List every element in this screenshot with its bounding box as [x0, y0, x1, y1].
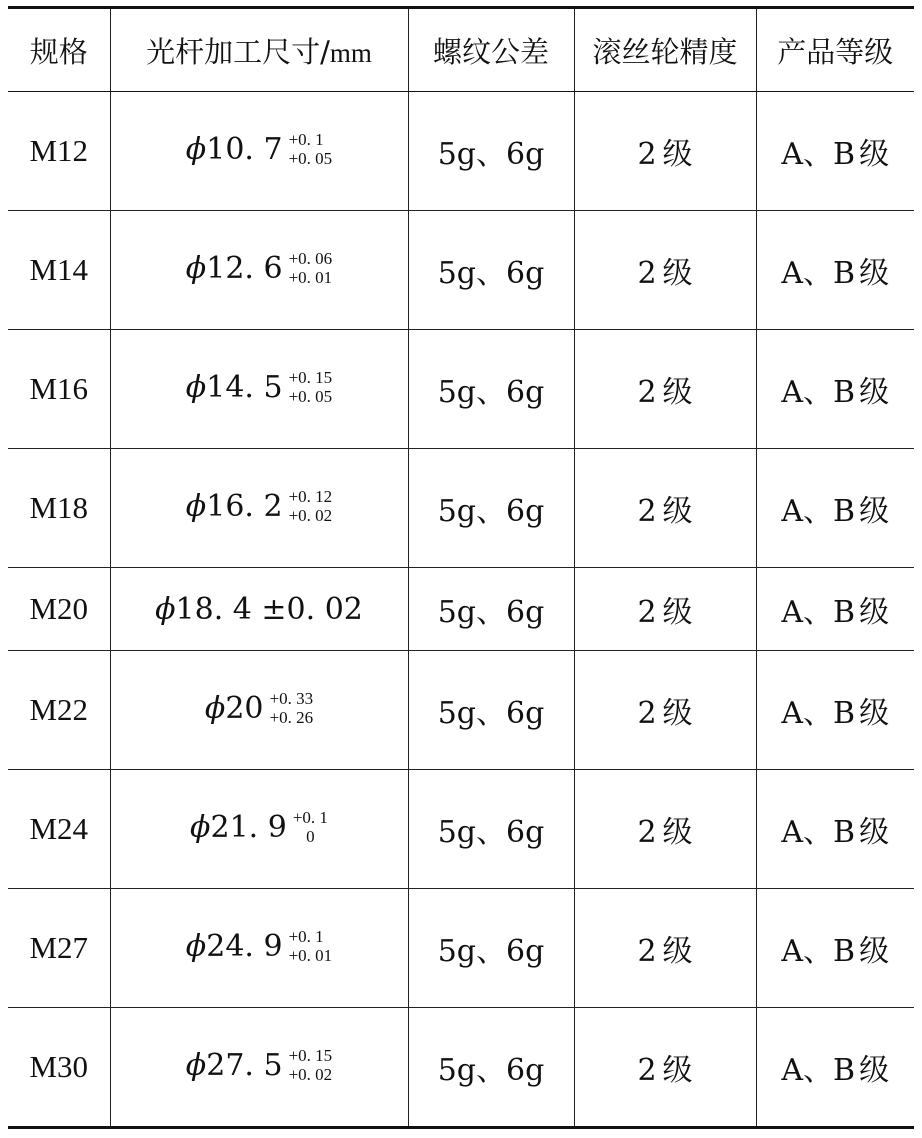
- thread-rolling-spec-table: [8, 6, 914, 1129]
- tolerance-stack: [289, 130, 333, 168]
- lower-deviation: +0. 26: [269, 708, 314, 727]
- grade-letters: A、B: [781, 375, 856, 410]
- phi-symbol: ϕ: [185, 251, 207, 286]
- cell-roller-precision: [574, 568, 756, 651]
- cell-thread-tolerance: 5g、6g: [408, 889, 574, 1008]
- precision-number: 2: [637, 595, 657, 630]
- cell-roller-precision: [574, 1008, 756, 1128]
- precision-unit: 级: [662, 375, 693, 410]
- table-row: [8, 770, 914, 889]
- grade-letters: A、B: [781, 815, 856, 850]
- tolerance-stack: [289, 487, 333, 525]
- cell-product-grade: [756, 770, 914, 889]
- cell-rod-size: [110, 1008, 408, 1128]
- base-diameter: 18. 4 ±0. 02: [175, 591, 363, 627]
- base-diameter: 16. 2: [206, 489, 283, 524]
- cell-spec: M30: [8, 1008, 110, 1128]
- header-thread-tolerance: 螺纹公差: [408, 8, 574, 92]
- phi-symbol: ϕ: [204, 691, 226, 726]
- precision-number: 2: [637, 934, 657, 969]
- grade-letters: A、B: [781, 595, 856, 630]
- precision-number: 2: [637, 256, 657, 291]
- cell-spec: M27: [8, 889, 110, 1008]
- upper-deviation: +0. 15: [288, 368, 333, 387]
- tolerance-stack: [289, 1046, 333, 1084]
- base-diameter: 10. 7: [206, 132, 283, 167]
- cell-rod-size: [110, 889, 408, 1008]
- lower-deviation: 0: [306, 827, 315, 846]
- phi-symbol: ϕ: [185, 132, 207, 167]
- cell-product-grade: [756, 92, 914, 211]
- cell-thread-tolerance: 5g、6g: [408, 330, 574, 449]
- phi-symbol: ϕ: [185, 489, 207, 524]
- lower-deviation: +0. 02: [288, 506, 333, 525]
- cell-spec: M12: [8, 92, 110, 211]
- cell-product-grade: [756, 330, 914, 449]
- precision-unit: 级: [662, 595, 693, 630]
- cell-thread-tolerance: 5g、6g: [408, 92, 574, 211]
- cell-rod-size: [110, 330, 408, 449]
- grade-unit: 级: [859, 934, 890, 969]
- precision-unit: 级: [662, 494, 693, 529]
- header-spec: 规格: [8, 8, 110, 92]
- base-diameter: 24. 9: [206, 929, 283, 964]
- lower-deviation: +0. 05: [288, 387, 333, 406]
- precision-number: 2: [637, 815, 657, 850]
- cell-roller-precision: [574, 211, 756, 330]
- table-row: [8, 651, 914, 770]
- cell-roller-precision: [574, 449, 756, 568]
- cell-roller-precision: [574, 651, 756, 770]
- grade-unit: 级: [859, 375, 890, 410]
- cell-product-grade: [756, 889, 914, 1008]
- precision-unit: 级: [662, 696, 693, 731]
- tolerance-stack: [289, 368, 333, 406]
- cell-rod-size: [110, 92, 408, 211]
- precision-number: 2: [637, 696, 657, 731]
- cell-thread-tolerance: 5g、6g: [408, 1008, 574, 1128]
- table-row: [8, 211, 914, 330]
- cell-thread-tolerance: 5g、6g: [408, 770, 574, 889]
- upper-deviation: +0. 1: [288, 130, 324, 149]
- table-row: [8, 330, 914, 449]
- base-diameter: 21. 9: [210, 810, 287, 845]
- precision-unit: 级: [662, 137, 693, 172]
- phi-symbol: ϕ: [185, 1048, 207, 1083]
- grade-unit: 级: [859, 494, 890, 529]
- header-rod-size: [110, 8, 408, 92]
- cell-rod-size: [110, 651, 408, 770]
- cell-product-grade: [756, 651, 914, 770]
- tolerance-stack: [289, 249, 333, 287]
- lower-deviation: +0. 05: [288, 149, 333, 168]
- table-row: [8, 92, 914, 211]
- grade-unit: 级: [859, 256, 890, 291]
- cell-thread-tolerance: 5g、6g: [408, 449, 574, 568]
- base-diameter: 27. 5: [206, 1048, 283, 1083]
- grade-letters: A、B: [781, 494, 856, 529]
- upper-deviation: +0. 1: [288, 927, 324, 946]
- table-row: [8, 568, 914, 651]
- spec-table-container: [8, 6, 914, 1129]
- lower-deviation: +0. 01: [288, 268, 333, 287]
- header-rod-size-unit: mm: [329, 37, 372, 68]
- lower-deviation: +0. 02: [288, 1065, 333, 1084]
- cell-rod-size: [110, 568, 408, 651]
- grade-letters: A、B: [781, 256, 856, 291]
- cell-rod-size: [110, 449, 408, 568]
- cell-rod-size: [110, 211, 408, 330]
- grade-unit: 级: [859, 1053, 890, 1088]
- header-rod-size-label: 光杆加工尺寸/: [146, 34, 330, 69]
- grade-letters: A、B: [781, 934, 856, 969]
- base-diameter: 12. 6: [206, 251, 283, 286]
- cell-product-grade: [756, 211, 914, 330]
- cell-spec: M20: [8, 568, 110, 651]
- upper-deviation: +0. 33: [269, 689, 314, 708]
- header-roller-precision: 滚丝轮精度: [574, 8, 756, 92]
- cell-spec: M18: [8, 449, 110, 568]
- precision-unit: 级: [662, 256, 693, 291]
- table-row: [8, 449, 914, 568]
- upper-deviation: +0. 1: [292, 808, 328, 827]
- grade-unit: 级: [859, 696, 890, 731]
- cell-product-grade: [756, 568, 914, 651]
- grade-letters: A、B: [781, 1053, 856, 1088]
- grade-letters: A、B: [781, 696, 856, 731]
- tolerance-stack: [289, 927, 333, 965]
- grade-letters: A、B: [781, 137, 856, 172]
- table-body: [8, 92, 914, 1128]
- table-row: [8, 889, 914, 1008]
- grade-unit: 级: [859, 137, 890, 172]
- table-header-row: [8, 8, 914, 92]
- phi-symbol: ϕ: [155, 591, 176, 627]
- precision-number: 2: [637, 494, 657, 529]
- cell-roller-precision: [574, 330, 756, 449]
- precision-unit: 级: [662, 934, 693, 969]
- cell-roller-precision: [574, 889, 756, 1008]
- header-product-grade: 产品等级: [756, 8, 914, 92]
- upper-deviation: +0. 06: [288, 249, 333, 268]
- upper-deviation: +0. 12: [288, 487, 333, 506]
- precision-number: 2: [637, 375, 657, 410]
- base-diameter: 14. 5: [206, 370, 283, 405]
- grade-unit: 级: [859, 815, 890, 850]
- precision-unit: 级: [662, 815, 693, 850]
- cell-product-grade: [756, 1008, 914, 1128]
- base-diameter: 20: [225, 691, 264, 726]
- precision-number: 2: [637, 1053, 657, 1088]
- table-row: [8, 1008, 914, 1128]
- grade-unit: 级: [859, 595, 890, 630]
- phi-symbol: ϕ: [185, 370, 207, 405]
- phi-symbol: ϕ: [190, 810, 211, 845]
- cell-product-grade: [756, 449, 914, 568]
- cell-spec: M24: [8, 770, 110, 889]
- precision-unit: 级: [662, 1053, 693, 1088]
- cell-spec: M22: [8, 651, 110, 770]
- tolerance-stack: [293, 808, 328, 846]
- tolerance-stack: [270, 689, 314, 727]
- cell-thread-tolerance: 5g、6g: [408, 651, 574, 770]
- cell-rod-size: [110, 770, 408, 889]
- cell-thread-tolerance: 5g、6g: [408, 568, 574, 651]
- upper-deviation: +0. 15: [288, 1046, 333, 1065]
- cell-spec: M16: [8, 330, 110, 449]
- cell-thread-tolerance: 5g、6g: [408, 211, 574, 330]
- phi-symbol: ϕ: [185, 929, 207, 964]
- cell-roller-precision: [574, 92, 756, 211]
- cell-roller-precision: [574, 770, 756, 889]
- precision-number: 2: [637, 137, 657, 172]
- cell-spec: M14: [8, 211, 110, 330]
- lower-deviation: +0. 01: [288, 946, 333, 965]
